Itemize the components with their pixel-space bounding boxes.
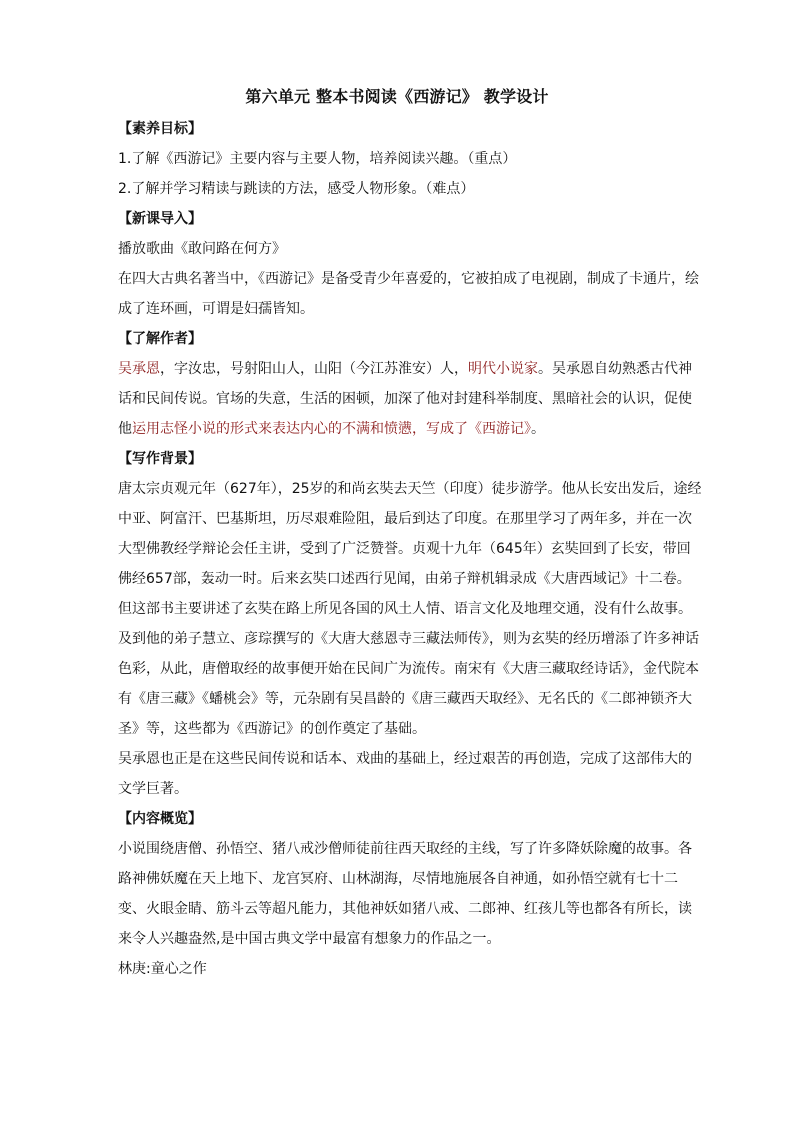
overview-paragraph-1: 小说围绕唐僧、孙悟空、猪八戒沙僧师徒前往西天取经的主线，写了许多降妖除魔的故事。各路神佛妖魔在天上地下、龙宫冥府、山林湖海，尽情地施展各自神通，如孙悟空就有七十二变、火眼金睛、筋斗云等超凡能力，其他神妖如猪八戒、二郎神、红孩儿等也都各有所长，读来令人兴趣盎然,是中国古典文学中最富有想象力的作品之一。 bbox=[118, 841, 692, 947]
author-name: 吴承恩 bbox=[118, 361, 160, 377]
author-text-3: 。 bbox=[531, 421, 545, 437]
intro-paragraph bbox=[118, 264, 702, 324]
intro-song: 播放歌曲《敢问路在何方》 bbox=[118, 241, 286, 257]
goal-item-1: 1.了解《西游记》主要内容与主要人物，培养阅读兴趣。（重点） bbox=[118, 151, 517, 167]
intro-text: 在四大古典名著当中，《西游记》是备受青少年喜爱的，它被拍成了电视剧，制成了卡通片，绘成了连环画，可谓是妇孺皆知。 bbox=[118, 271, 699, 317]
overview-paragraph-2: 林庚:童心之作 bbox=[118, 961, 207, 977]
author-era: 明代小说家 bbox=[468, 361, 538, 377]
background-paragraph-3: 吴承恩也正是在这些民间传说和话本、戏曲的基础上，经过艰苦的再创造，完成了这部伟大的文学巨著。 bbox=[118, 751, 692, 797]
background-paragraph-1: 唐太宗贞观元年（627年），25岁的和尚玄奘去天竺（印度）徒步游学。他从长安出发后，途经中亚、阿富汗、巴基斯坦，历尽艰难险阻，最后到达了印度。在那里学习了两年多，并在一次大型佛教经学辩论会任主讲，受到了广泛赞誉。贞观十九年（645年）玄奘回到了长安，带回佛经657部，轰动一时。后来玄奘口述西行见闻，由弟子辩机辑录成《大唐西域记》十二卷。 bbox=[118, 481, 702, 587]
document-title: 第六单元 整本书阅读《西游记》 教学设计 bbox=[245, 87, 549, 106]
author-text-2: 。吴承恩自幼熟悉古代神话和民间传说。官场的失意，生活的困顿，加深了他对封建科举制度、黑暗社会的认识，促使他 bbox=[118, 361, 692, 437]
goal-item-2: 2.了解并学习精读与跳读的方法，感受人物形象。（难点） bbox=[118, 181, 475, 197]
author-text-1: ，字汝忠，号射阳山人，山阳（今江苏淮安）人， bbox=[160, 361, 468, 377]
background-paragraph-2: 但这部书主要讲述了玄奘在路上所见各国的风土人情、语言文化及地理交通，没有什么故事。及到他的弟子慧立、彦琮撰写的《大唐大慈恩寺三藏法师传》，则为玄奘的经历增添了许多神话色彩，从此，唐僧取经的故事便开始在民间广为流传。南宋有《大唐三藏取经诗话》，金代院本有《唐三藏》《蟠桃会》等，元杂剧有吴昌龄的《唐三藏西天取经》、无名氏的《二郎神锁齐大圣》等，这些都为《西游记》的创作奠定了基础。 bbox=[118, 601, 699, 737]
heading-intro: 【新课导入】 bbox=[118, 211, 202, 227]
heading-overview: 【内容概览】 bbox=[118, 811, 202, 827]
heading-goals: 【素养目标】 bbox=[118, 121, 202, 137]
author-paragraph bbox=[118, 354, 702, 444]
heading-background: 【写作背景】 bbox=[118, 451, 202, 467]
author-highlight: 运用志怪小说的形式来表达内心的不满和愤懑，写成了《西游记》 bbox=[132, 421, 531, 437]
heading-author: 【了解作者】 bbox=[118, 331, 202, 347]
